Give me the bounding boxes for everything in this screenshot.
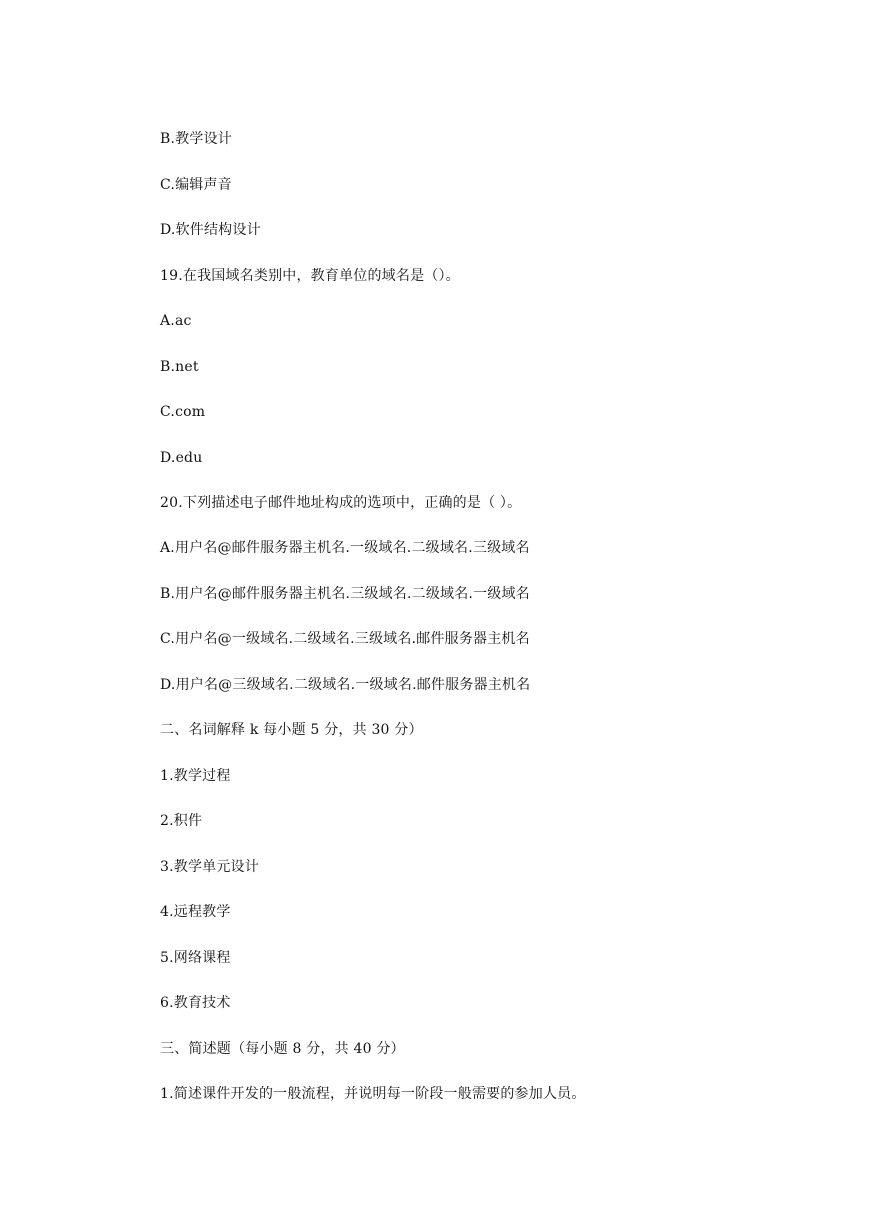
q20-stem: 20.下列描述电子邮件地址构成的选项中，正确的是（ ）。 xyxy=(160,495,522,511)
section2-item: 4.远程教学 xyxy=(160,904,231,920)
q18-option-d: D.软件结构设计 xyxy=(160,222,261,238)
q20-option-a: A.用户名@邮件服务器主机名.一级域名.二级域名.三级域名 xyxy=(160,540,530,556)
q20-option-c: C.用户名@一级域名.二级域名.三级域名.邮件服务器主机名 xyxy=(160,631,530,647)
q19-option-b: B.net xyxy=(160,359,199,375)
section3-item: 1.简述课件开发的一般流程，并说明每一阶段一般需要的参加人员。 xyxy=(160,1086,586,1102)
section2-heading: 二、名词解释 k 每小题 5 分，共 30 分） xyxy=(160,722,423,738)
section3-heading: 三、简述题（每小题 8 分，共 40 分） xyxy=(160,1041,405,1057)
q19-stem: 19.在我国域名类别中，教育单位的域名是（）。 xyxy=(160,268,460,284)
q20-option-b: B.用户名@邮件服务器主机名.三级域名.二级域名.一级域名 xyxy=(160,586,530,602)
section2-item: 5.网络课程 xyxy=(160,950,231,966)
q19-option-c: C.com xyxy=(160,404,206,420)
q18-option-c: C.编辑声音 xyxy=(160,177,232,193)
section2-item: 2.积件 xyxy=(160,813,203,829)
q19-option-d: D.edu xyxy=(160,450,203,466)
section2-item: 3.教学单元设计 xyxy=(160,859,259,875)
q18-option-b: B.教学设计 xyxy=(160,131,232,147)
q20-option-d: D.用户名@三级域名.二级域名.一级域名.邮件服务器主机名 xyxy=(160,677,531,693)
section2-item: 6.教育技术 xyxy=(160,995,231,1011)
q19-option-a: A.ac xyxy=(160,313,192,329)
section2-item: 1.教学过程 xyxy=(160,768,231,784)
